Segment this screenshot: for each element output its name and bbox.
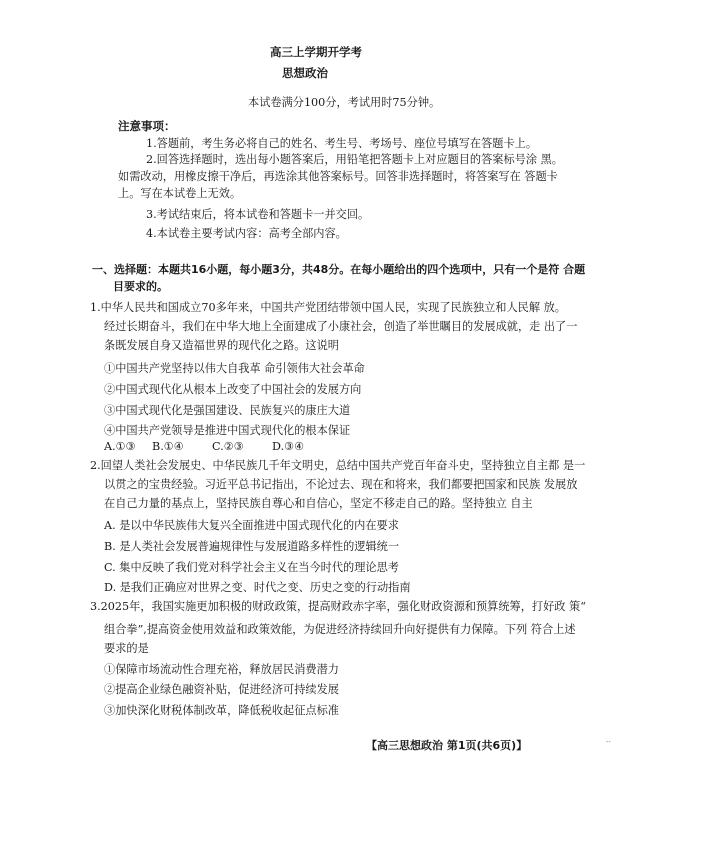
q2-stem-line3: 在自己力量的基点上，坚持民族自尊心和自信心，坚定不移走自己的路。坚持独立 自主 [104, 497, 533, 510]
q2-option-b: B. 是人类社会发展普遍规律性与发展道路多样性的逻辑统一 [104, 540, 400, 553]
q2-stem-line1: 2.回望人类社会发展史、中华民族几千年文明史，总结中国共产党百年奋斗史，坚持独立自主都 是一 [90, 459, 586, 472]
note-item-4: 4.本试卷主要考试内容：高考全部内容。 [146, 227, 347, 240]
section-heading-line2: 目要求的。 [113, 280, 168, 293]
q2-option-d: D. 是我们正确应对世界之变、时代之变、历史之变的行动指南 [104, 581, 411, 594]
exam-subject: 思想政治 [282, 66, 328, 80]
q3-stem-line2: 组合拳”,提高资金使用效益和政策效能，为促进经济持续回升向好提供有力保障。下列 符合上述 [104, 623, 576, 636]
q3-statement-3: ③加快深化财税体制改革，降低税收起征点标准 [104, 704, 339, 717]
note-item-2-line3: 上。写在本试卷上无效。 [118, 187, 242, 200]
note-item-1: 1.答题前，考生务必将自己的姓名、考生号、考场号、座位号填写在答题卡上。 [146, 137, 538, 150]
note-item-2-line2: 如需改动，用橡皮擦干净后，再选涂其他答案标号。回答非选择题时，将答案写在 答题卡 [118, 170, 558, 183]
q1-stem-line3: 条既发展自身又造福世界的现代化之路。这说明 [104, 339, 339, 352]
q1-option-a: A.①③ [104, 440, 136, 453]
q1-statement-1: ①中国共产党坚持以伟大自我革 命引领伟大社会革命 [104, 362, 365, 375]
note-item-2-line1: 2.回答选择题时，选出每小题答案后，用铅笔把答题卡上对应题目的答案标号涂 黑。 [146, 153, 563, 166]
q1-statement-2: ②中国式现代化从根本上改变了中国社会的发展方向 [104, 383, 362, 396]
notes-heading: 注意事项： [118, 119, 176, 133]
q1-statement-4: ④中国共产党领导是推进中国式现代化的根本保证 [104, 424, 351, 437]
q1-option-d: D.③④ [272, 440, 305, 453]
q1-statement-3: ③中国式现代化是强国建设、民族复兴的康庄大道 [104, 404, 351, 417]
exam-info: 本试卷满分100分，考试用时75分钟。 [248, 96, 441, 109]
note-item-3: 3.考试结束后，将本试卷和答题卡一并交回。 [146, 208, 370, 221]
exam-title: 高三上学期开学考 [270, 45, 362, 59]
q1-option-b: B.①④ [152, 440, 184, 453]
footer-mark: -- [606, 738, 611, 746]
q1-option-c: C.②③ [212, 440, 244, 453]
q2-stem-line2: 以贯之的宝贵经验。习近平总书记指出，不论过去、现在和将来，我们都要把国家和民族 发展放 [104, 478, 578, 491]
q3-stem-line1: 3.2025年，我国实施更加积极的财政政策，提高财政赤字率，强化财政资源和预算统筹，打好政 策“ [90, 600, 586, 613]
section-heading-line1: 一、选择题：本题共16小题，每小题3分，共48分。在每小题给出的四个选项中，只有一个是符 合题 [92, 263, 586, 276]
q1-options [0, 440, 704, 454]
q3-stem-line3: 要求的是 [104, 642, 149, 655]
q2-option-a: A. 是以中华民族伟大复兴全面推进中国式现代化的内在要求 [104, 519, 399, 532]
q1-stem-line2: 经过长期奋斗，我们在中华大地上全面建成了小康社会，创造了举世瞩目的发展成就，走 出了一 [104, 320, 578, 333]
page-footer: 【高三思想政治 第1页(共6页)】 [366, 739, 528, 752]
q2-option-c: C. 集中反映了我们党对科学社会主义在当今时代的理论思考 [104, 561, 399, 574]
q1-stem-line1: 1.中华人民共和国成立70多年来，中国共产党团结带领中国人民，实现了民族独立和人民解 放。 [90, 301, 566, 314]
q3-statement-1: ①保障市场流动性合理充裕，释放居民消费潜力 [104, 663, 339, 676]
q3-statement-2: ②提高企业绿色融资补贴，促进经济可持续发展 [104, 683, 339, 696]
